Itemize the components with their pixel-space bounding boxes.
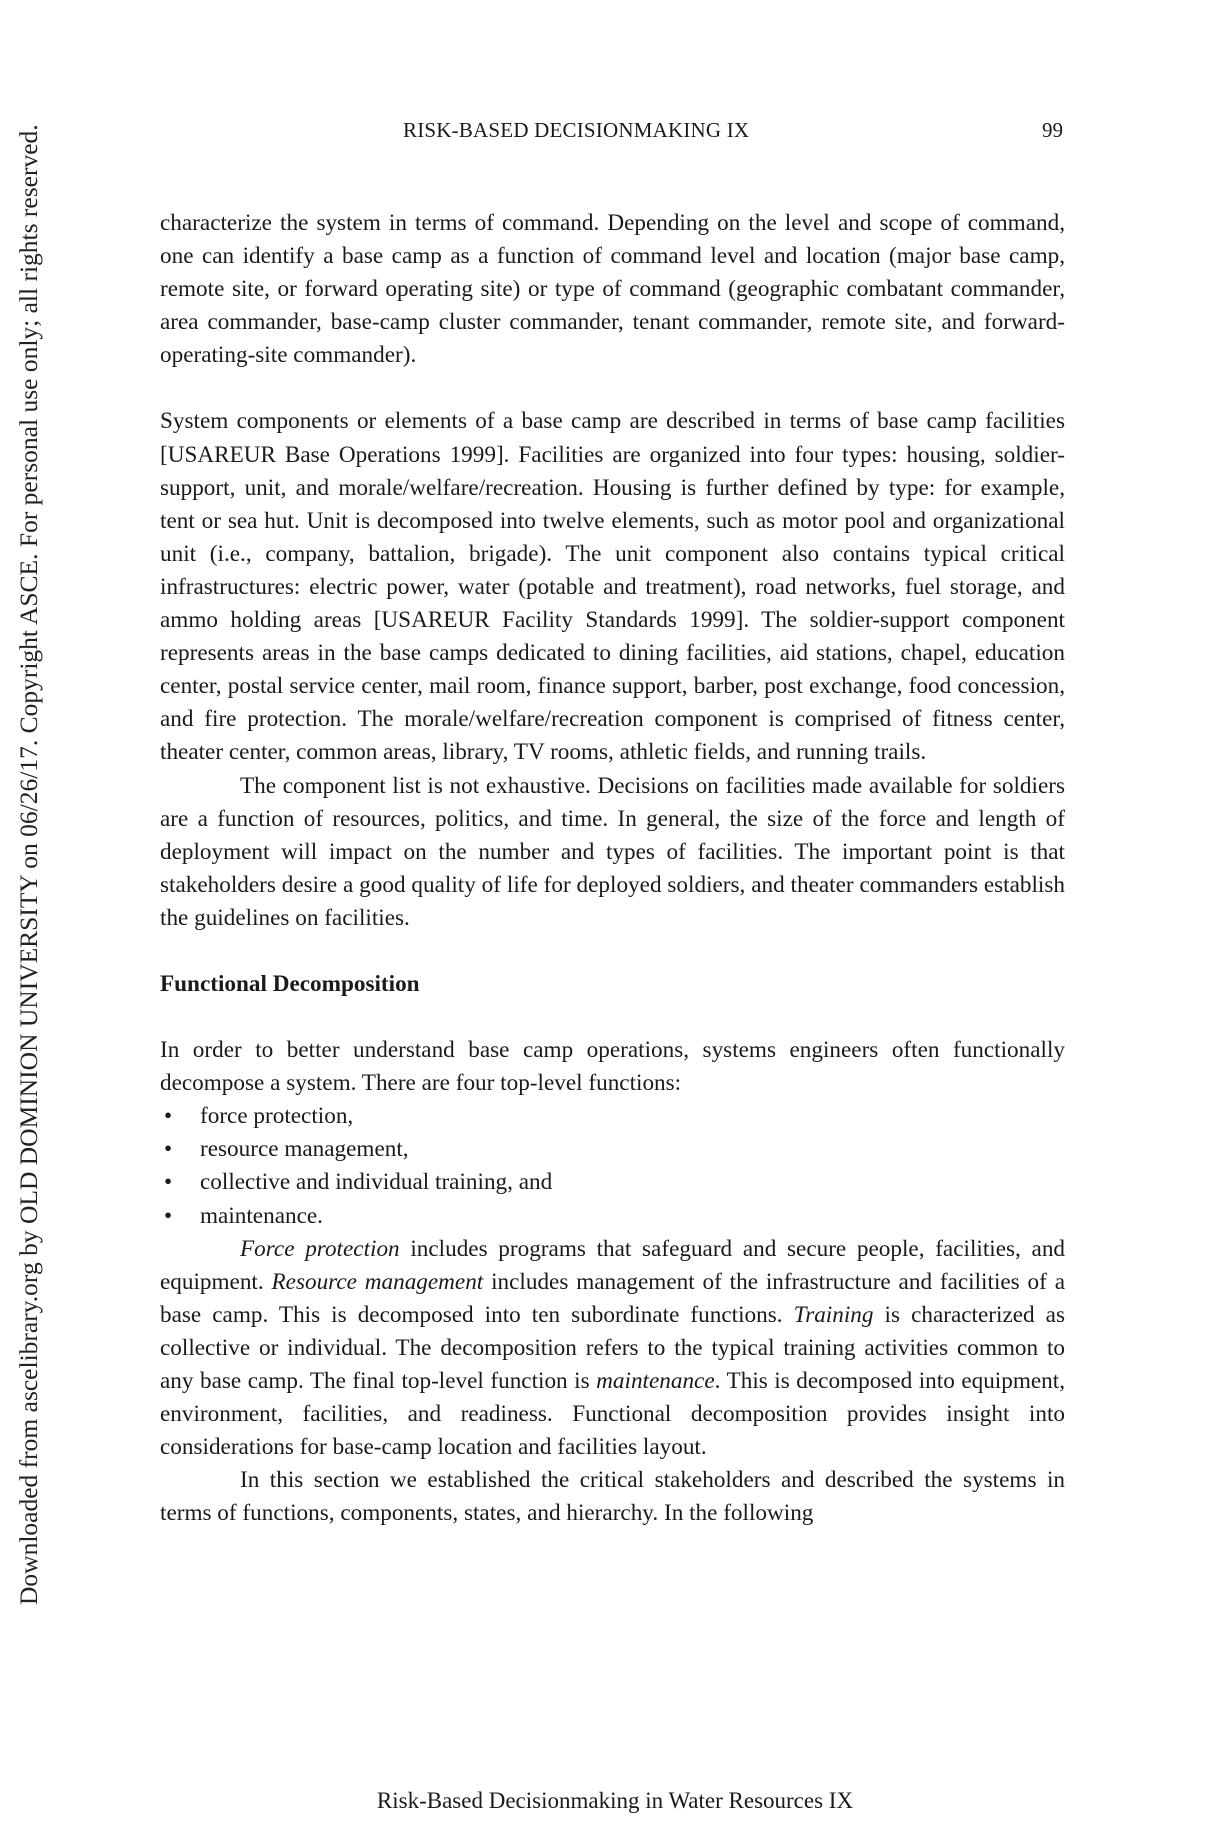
function-list: [160, 1100, 1065, 1232]
paragraph-command: characterize the system in terms of command. Depending on the level and scope of command, one can identify a base camp as a function of command level and location (major base camp, remote site, or forward operating site) or type of command (geographic combatant commander, area commander, base-camp cluster commander, tenant commander, remote site, and forward-operating-site commander).: [160, 210, 1065, 369]
bullet-icon: •: [164, 1202, 173, 1229]
download-notice: Downloaded from ascelibrary.org by OLD DOMINION UNIVERSITY on 06/26/17. Copyright ASCE. For personal use only; all rights reserved.: [14, 124, 43, 1605]
list-item: • maintenance.: [160, 1200, 1065, 1233]
bullet-icon: •: [164, 1136, 173, 1163]
list-item: • collective and individual training, and: [160, 1166, 1065, 1199]
paragraph-components: System components or elements of a base camp are described in terms of base camp facilities [USAREUR Base Operations 1999]. Facilities are organized into four types: housing, soldier-support, unit, and morale/welfare/recreation. Housing is further defined by type: for example, tent or sea hut. Unit is decomposed into twelve elements, such as motor pool and organizational unit (i.e., company, battalion, brigade). The unit component also contains typical critical infrastructures: electric power, water (potable and treatment), road networks, fuel storage, and ammo holding areas [USAREUR Facility Standards 1999]. The soldier-support component represents areas in the base camps dedicated to dining facilities, aid stations, chapel, education center, postal service center, mail room, finance support, barber, post exchange, food concession, and fire protection. The morale/welfare/recreation component is comprised of fitness center, theater center, common areas, library, TV rooms, athletic fields, and running trails.: [160, 408, 1065, 766]
list-item: • resource management,: [160, 1133, 1065, 1166]
section-heading: Functional Decomposition: [160, 970, 420, 997]
paragraph-function-descriptions: Force protection includes programs that safeguard and secure people, facilities, and equipment. Resource management includes management of the infrastructure and facilities of a base camp. This is decomposed into ten subordinate functions. Training is characterized as collective or individual. The decomposition refers to the typical training activities common to any base camp. The final top-level function is maintenance. This is decomposed into equipment, environment, facilities, and readiness. Functional decomposition provides insight into considerations for base-camp location and facilities layout.: [160, 1235, 1066, 1461]
footer-source-title: Risk-Based Decisionmaking in Water Resources IX: [376, 1788, 854, 1813]
list-item: • force protection,: [160, 1100, 1065, 1133]
paragraph-component-list: The component list is not exhaustive. Decisions on facilities made available for soldiers are a function of resources, politics, and time. In general, the size of the force and length of deployment will impact on the number and types of facilities. The important point is that stakeholders desire a good quality of life for deployed soldiers, and theater commanders establish the guidelines on facilities.: [160, 772, 1065, 931]
bullet-icon: •: [164, 1169, 173, 1196]
paragraph-decomposition-intro: In order to better understand base camp operations, systems engineers often functionally decompose a system. There are four top-level functions:: [160, 1037, 1065, 1097]
page-body: [160, 207, 1065, 1530]
paragraph-summary: In this section we established the critical stakeholders and described the systems in terms of functions, components, states, and hierarchy. In the following: [160, 1467, 1065, 1527]
bullet-icon: •: [164, 1103, 173, 1130]
running-title: RISK-BASED DECISIONMAKING IX: [403, 118, 750, 142]
page-number: 99: [1042, 118, 1063, 142]
